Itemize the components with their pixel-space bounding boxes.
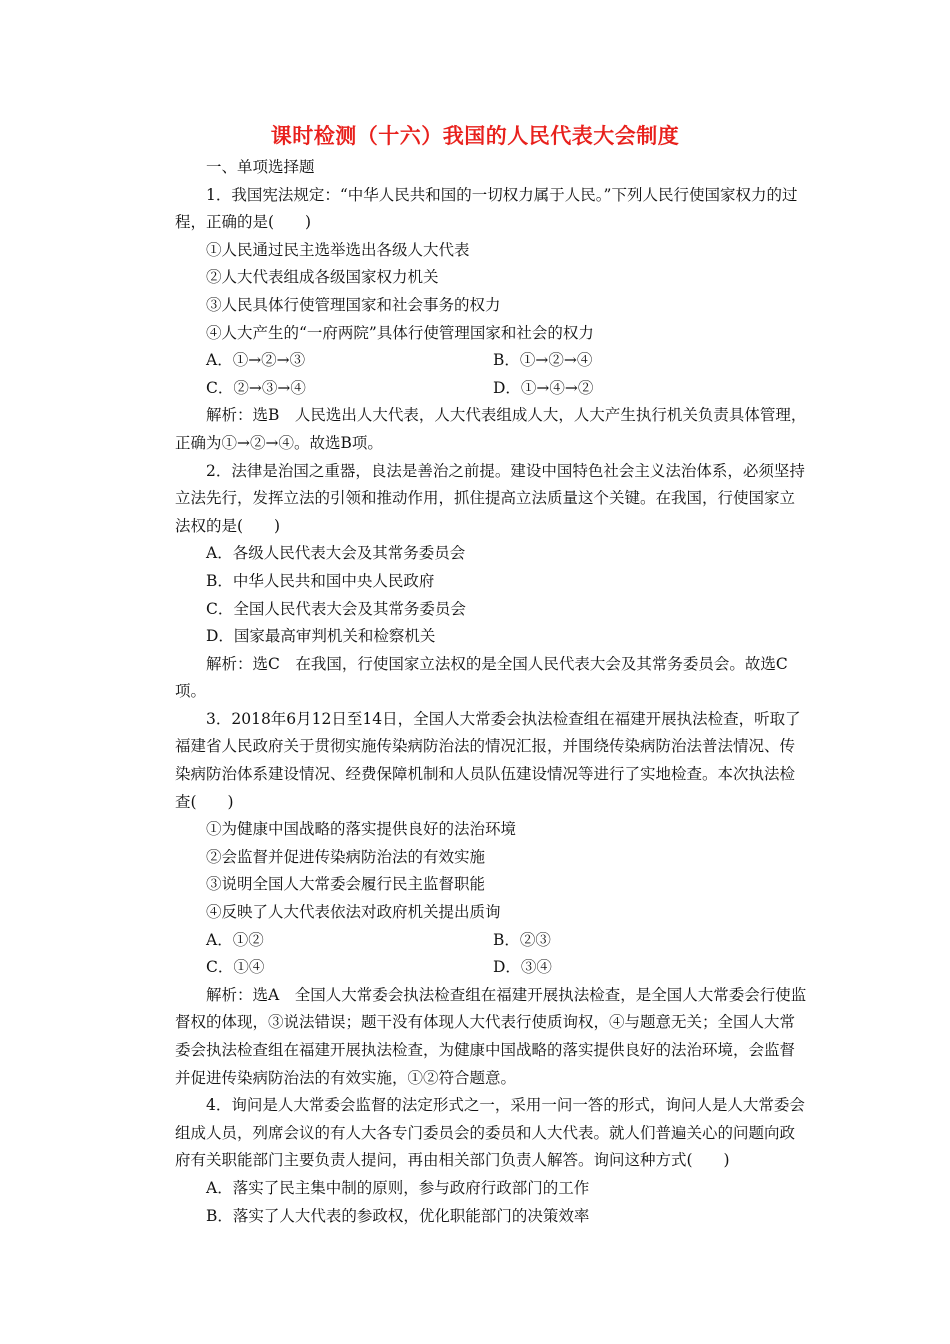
q3-statement-3: ③说明全国人大常委会履行民主监督职能	[206, 875, 486, 894]
section-heading: 一、单项选择题	[206, 158, 315, 176]
q1-statement-1: ①人民通过民主选举选出各级人大代表	[206, 240, 470, 259]
q1-analysis: 解析：选B 人民选出人大代表，人大代表组成人大，人大产生执行机关负责具体管理，正确为①→②→④。故选B项。	[175, 406, 807, 452]
q3-option-c: C．①④	[206, 958, 265, 977]
q2-option-d: D．国家最高审判机关和检察机关	[206, 627, 436, 646]
q2-option-c: C．全国人民代表大会及其常务委员会	[206, 599, 466, 618]
q3-options-row-1	[175, 927, 809, 955]
page-title: 课时检测（十六）我国的人民代表大会制度	[270, 124, 680, 148]
q3-option-d: D．③④	[493, 958, 552, 977]
q2-option-a: A．各级人民代表大会及其常务委员会	[206, 544, 466, 563]
q1-option-c: C．②→③→④	[206, 378, 306, 397]
question-2-stem: 2．法律是治国之重器，良法是善治之前提。建设中国特色社会主义法治体系，必须坚持立法先行，发挥立法的引领和推动作用，抓住提高立法质量这个关键。在我国，行使国家立法权的是( )	[175, 461, 805, 535]
q3-option-b: B．②③	[493, 930, 551, 949]
q1-options-row-2	[175, 375, 809, 403]
q1-statement-4: ④人大产生的“一府两院”具体行使管理国家和社会的权力	[206, 323, 594, 342]
q4-option-b: B．落实了人大代表的参政权，优化职能部门的决策效率	[206, 1206, 590, 1225]
document-body	[175, 154, 809, 1230]
question-3-stem: 3．2018年6月12日至14日，全国人大常委会执法检查组在福建开展执法检查，听取了福建省人民政府关于贯彻实施传染病防治法的情况汇报，并围绕传染病防治法普法情况、传染病防治体系建设情况、经费保障机制和人员队伍建设情况等进行了实地检查。本次执法检查( )	[175, 709, 801, 811]
q1-option-a: A．①→②→③	[206, 351, 306, 370]
q1-option-b: B．①→②→④	[493, 351, 593, 370]
q3-statement-2: ②会监督并促进传染病防治法的有效实施	[206, 847, 486, 866]
question-4-stem: 4．询问是人大常委会监督的法定形式之一，采用一问一答的形式，询问人是人大常委会组成人员，列席会议的有人大各专门委员会的委员和人大代表。就人们普遍关心的问题向政府有关职能部门主要负责人提问，再由相关部门负责人解答。询问这种方式( )	[175, 1096, 805, 1170]
question-1-stem: 1．我国宪法规定：“中华人民共和国的一切权力属于人民。”下列人民行使国家权力的过程，正确的是( )	[175, 185, 798, 232]
q3-option-a: A．①②	[206, 930, 264, 949]
q1-statement-2: ②人大代表组成各级国家权力机关	[206, 268, 439, 287]
q3-statement-1: ①为健康中国战略的落实提供良好的法治环境	[206, 820, 517, 839]
q3-options-row-2	[175, 954, 809, 982]
q1-option-d: D．①→④→②	[493, 378, 594, 397]
q2-analysis: 解析：选C 在我国，行使国家立法权的是全国人民代表大会及其常务委员会。故选C项。	[175, 654, 788, 701]
q2-option-b: B．中华人民共和国中央人民政府	[206, 571, 435, 590]
q3-analysis: 解析：选A 全国人大常委会执法检查组在福建开展执法检查，是全国人大常委会行使监督权的体现，③说法错误；题干没有体现人大代表行使质询权，④与题意无关；全国人大常委会执法检查组在福建开展执法检查，为健康中国战略的落实提供良好的法治环境，会监督并促进传染病防治法的有效实施，①②符合题意。	[175, 985, 807, 1087]
q3-statement-4: ④反映了人大代表依法对政府机关提出质询	[206, 903, 501, 922]
q1-options-row-1	[175, 347, 809, 375]
q1-statement-3: ③人民具体行使管理国家和社会事务的权力	[206, 295, 501, 314]
q4-option-a: A．落实了民主集中制的原则，参与政府行政部门的工作	[206, 1178, 590, 1197]
